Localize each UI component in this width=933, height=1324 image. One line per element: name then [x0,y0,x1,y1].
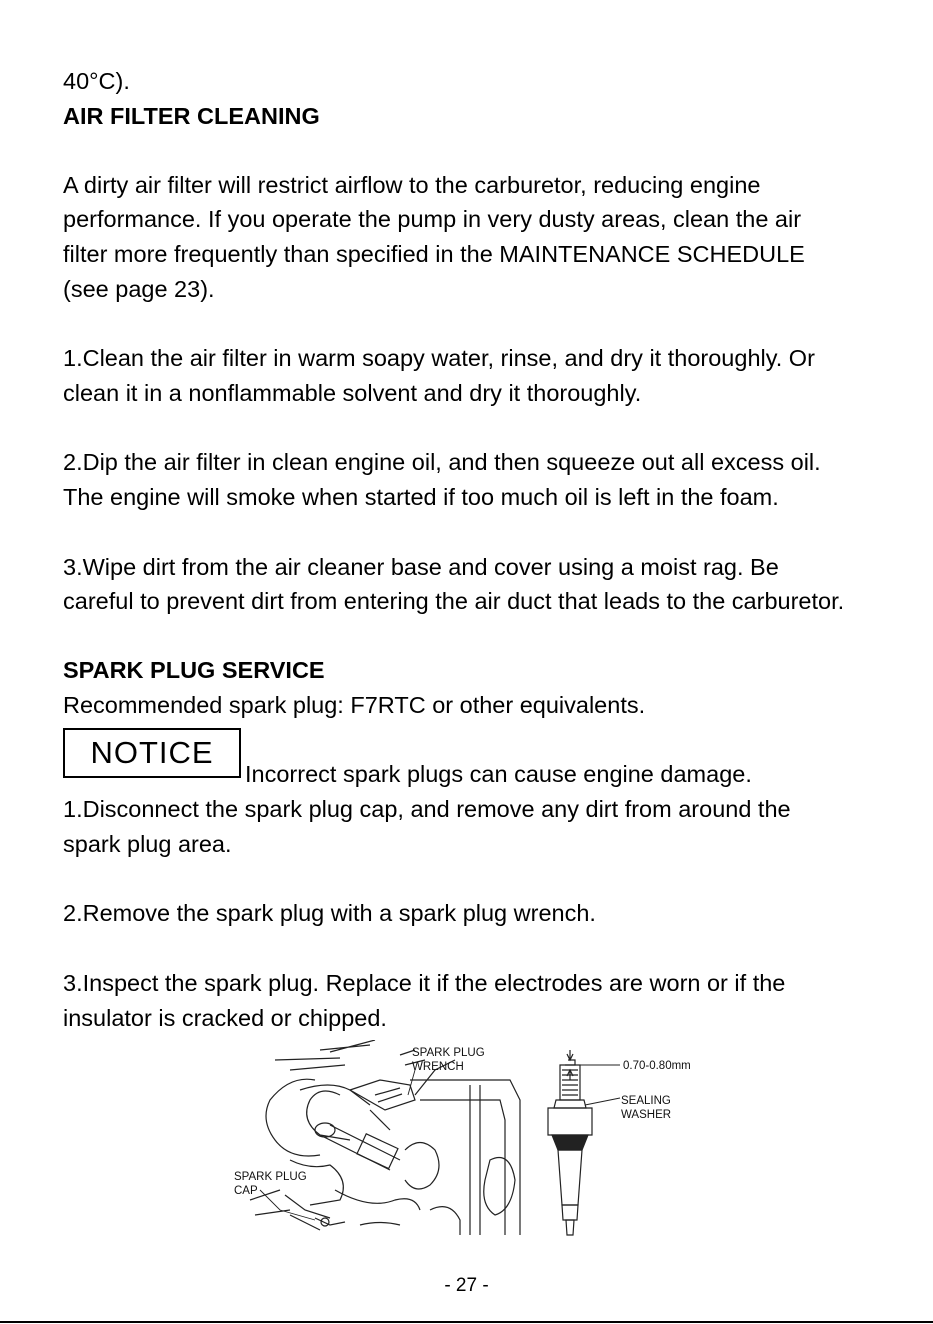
air-filter-para-line-4: (see page 23). [63,276,215,302]
spark-step-1-line-2: spark plug area. [63,831,232,857]
engine-wrench-illustration [250,1040,520,1235]
air-filter-step-2-line-2: The engine will smoke when started if too much oil is left in the foam. [63,484,779,510]
notice-text: Incorrect spark plugs can cause engine damage. [245,761,752,787]
air-filter-para-line-2: performance. If you operate the pump in very dusty areas, clean the air [63,206,802,232]
spark-plug-heading: SPARK PLUG SERVICE [63,657,325,683]
label-cap-line-1: SPARK PLUG [234,1171,307,1183]
label-wrench-line-1: SPARK PLUG [412,1047,485,1059]
label-gap: 0.70-0.80mm [623,1060,691,1072]
spark-plug-detail [548,1050,592,1235]
air-filter-heading: AIR FILTER CLEANING [63,103,320,129]
spark-step-3-line-2: insulator is cracked or chipped. [63,1005,387,1031]
plug-leaders [575,1065,620,1105]
bottom-divider [0,1321,933,1323]
air-filter-step-3-line-2: careful to prevent dirt from entering the air duct that leads to the carburetor. [63,588,845,614]
spark-step-2: 2.Remove the spark plug with a spark plug wrench. [63,900,596,926]
spark-plug-figure [230,1040,730,1240]
spark-plug-recommended: Recommended spark plug: F7RTC or other equivalents. [63,692,646,718]
air-filter-step-3-line-1: 3.Wipe dirt from the air cleaner base and cover using a moist rag. Be [63,554,779,580]
intro-fragment: 40°C). [63,68,130,94]
air-filter-para-line-3: filter more frequently than specified in the MAINTENANCE SCHEDULE [63,241,805,267]
label-washer-line-1: SEALING [621,1095,671,1107]
leader-lines [260,1070,415,1220]
notice-label: NOTICE [63,728,241,778]
air-filter-para-line-1: A dirty air filter will restrict airflow to the carburetor, reducing engine [63,172,761,198]
label-wrench-line-2: WRENCH [412,1061,464,1073]
air-filter-step-2-line-1: 2.Dip the air filter in clean engine oil, and then squeeze out all excess oil. [63,449,821,475]
spark-step-3-line-1: 3.Inspect the spark plug. Replace it if the electrodes are worn or if the [63,970,786,996]
spark-step-1-line-1: 1.Disconnect the spark plug cap, and remove any dirt from around the [63,796,791,822]
label-cap-line-2: CAP [234,1185,258,1197]
page-number: - 27 - [444,1275,489,1296]
air-filter-step-1-line-1: 1.Clean the air filter in warm soapy water, rinse, and dry it thoroughly. Or [63,345,815,371]
air-filter-step-1-line-2: clean it in a nonflammable solvent and dry it thoroughly. [63,380,642,406]
label-washer-line-2: WASHER [621,1109,672,1121]
